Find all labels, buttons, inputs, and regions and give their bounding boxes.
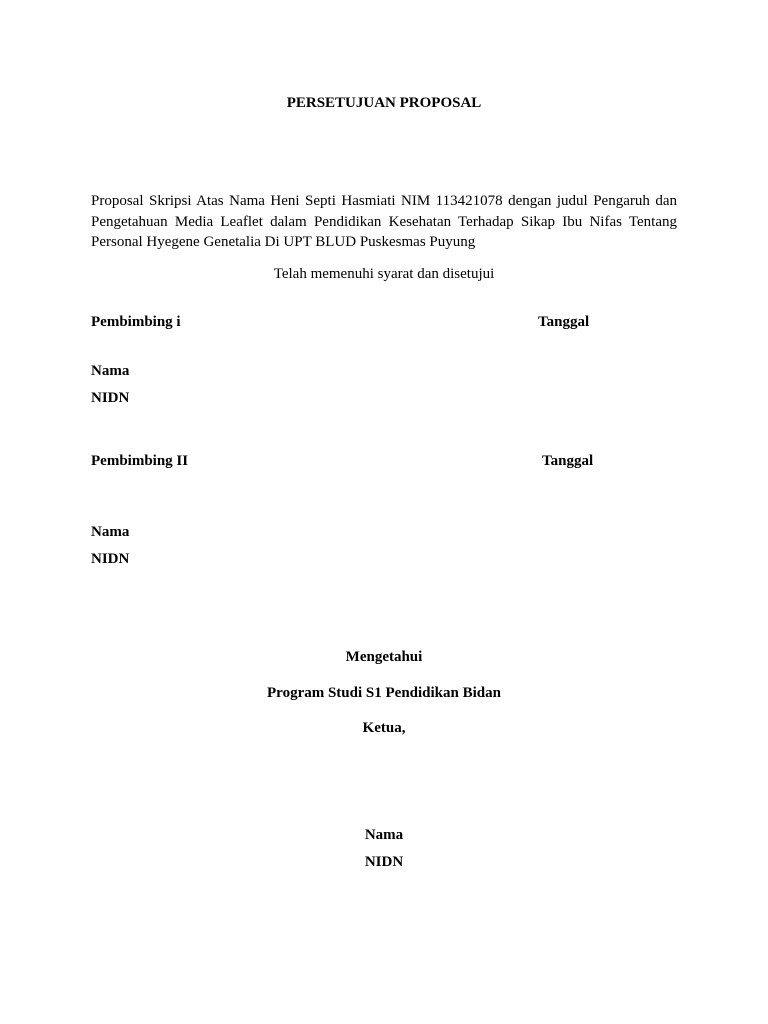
document-title: PERSETUJUAN PROPOSAL xyxy=(286,95,482,111)
approval-statement: Telah memenuhi syarat dan disetujui xyxy=(273,266,495,282)
supervisor2-date-label: Tanggal xyxy=(542,453,594,469)
chair-role: Ketua, xyxy=(362,720,406,736)
chair-nidn-label: NIDN xyxy=(364,854,404,870)
supervisor2-name-label: Nama xyxy=(91,524,130,540)
proposal-description: Proposal Skripsi Atas Nama Heni Septi Hasmiati NIM 113421078 dengan judul Pengaruh dan Pengetahuan Media Leaflet dalam Pendidikan Kesehatan Terhadap Sikap Ibu Nifas Tentang Personal Hyegene Genetalia Di UPT BLUD Puskesmas Puyung xyxy=(91,193,677,250)
chair-name-label: Nama xyxy=(364,827,404,843)
supervisor1-date-label: Tanggal xyxy=(538,314,590,330)
supervisor1-name-label: Nama xyxy=(91,363,130,379)
study-program: Program Studi S1 Pendidikan Bidan xyxy=(267,685,501,701)
supervisor2-nidn-label: NIDN xyxy=(91,551,130,567)
acknowledgement-heading: Mengetahui xyxy=(345,649,423,665)
supervisor1-label: Pembimbing i xyxy=(91,314,181,330)
supervisor2-label: Pembimbing II xyxy=(91,453,189,469)
supervisor1-nidn-label: NIDN xyxy=(91,390,130,406)
